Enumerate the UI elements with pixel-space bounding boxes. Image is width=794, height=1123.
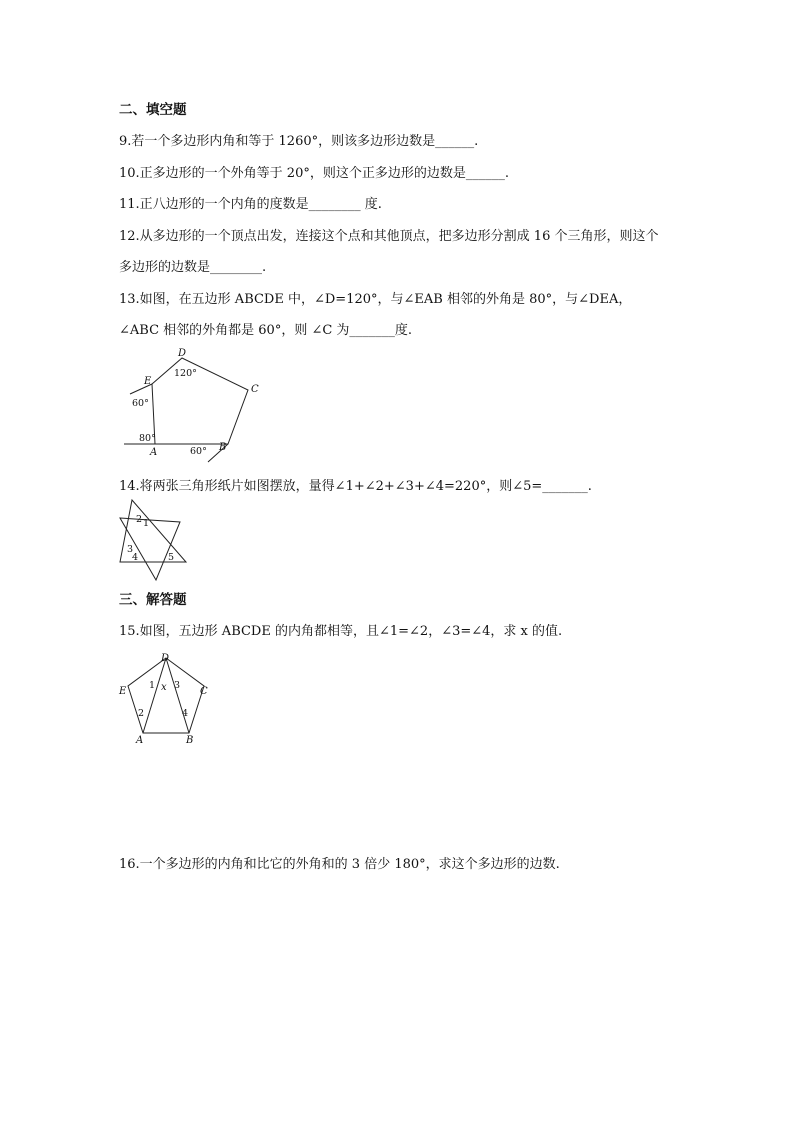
figure-q14-triangles: [118, 500, 190, 580]
angle-number-4: 4: [132, 552, 139, 563]
angle-number-2: 2: [136, 514, 143, 525]
question-11: 11.正八边形的一个内角的度数是________ 度.: [119, 197, 382, 212]
angle-label-b: 60°: [190, 446, 207, 457]
vertex-label-b: B: [219, 442, 227, 453]
angle-number-3: 3: [174, 680, 181, 691]
angle-number-1: 1: [149, 680, 156, 691]
angle-label-d: 120°: [174, 368, 197, 379]
question-9: 9.若一个多边形内角和等于 1260°，则该多边形边数是______.: [119, 134, 479, 149]
figure-q15-pentagon: [116, 652, 216, 747]
section-3-heading: 三、解答题: [119, 592, 187, 608]
angle-number-4: 4: [182, 708, 189, 719]
pentagon-abcde: [152, 358, 248, 444]
question-12-line-1: 12.从多边形的一个顶点出发，连接这个点和其他顶点，把多边形分割成 16 个三角形，则这个: [119, 229, 659, 244]
vertex-label-e: E: [119, 686, 127, 697]
vertex-label-d: D: [161, 653, 170, 664]
question-10: 10.正多边形的一个外角等于 20°，则这个正多边形的边数是______.: [119, 166, 509, 181]
angle-number-3: 3: [127, 544, 134, 555]
diagonal-da: [143, 658, 166, 733]
angle-label-e: 60°: [132, 398, 149, 409]
question-13-line-1: 13.如图，在五边形 ABCDE 中，∠D=120°，与∠EAB 相邻的外角是 80°，与∠DEA，: [119, 292, 632, 307]
question-16: 16.一个多边形的内角和比它的外角和的 3 倍少 180°，求这个多边形的边数.: [119, 857, 560, 872]
vertex-label-a: A: [150, 447, 158, 458]
angle-number-2: 2: [138, 708, 145, 719]
vertex-label-c: C: [251, 384, 259, 395]
angle-number-1: 1: [143, 518, 150, 529]
regular-pentagon: [128, 658, 204, 733]
vertex-label-a: A: [136, 735, 144, 746]
vertex-label-b: B: [186, 735, 194, 746]
vertex-label-d: D: [178, 348, 187, 359]
diagonal-db: [166, 658, 189, 733]
angle-label-a: 80°: [139, 433, 156, 444]
vertex-label-e: E: [144, 376, 152, 387]
question-12-line-2: 多边形的边数是________.: [119, 260, 267, 275]
question-15: 15.如图，五边形 ABCDE 的内角都相等，且∠1=∠2，∠3=∠4，求 x 的值.: [119, 624, 563, 639]
question-14: 14.将两张三角形纸片如图摆放，量得∠1+∠2+∠3+∠4=220°，则∠5=_______.: [119, 479, 592, 494]
question-13-line-2: ∠ABC 相邻的外角都是 60°，则 ∠C 为_______度.: [119, 323, 413, 338]
vertex-label-c: C: [200, 686, 208, 697]
figure-q13-pentagon: [120, 350, 270, 460]
angle-x-label: x: [161, 682, 167, 693]
section-2-heading: 二、填空题: [119, 102, 187, 118]
angle-number-5: 5: [168, 552, 175, 563]
